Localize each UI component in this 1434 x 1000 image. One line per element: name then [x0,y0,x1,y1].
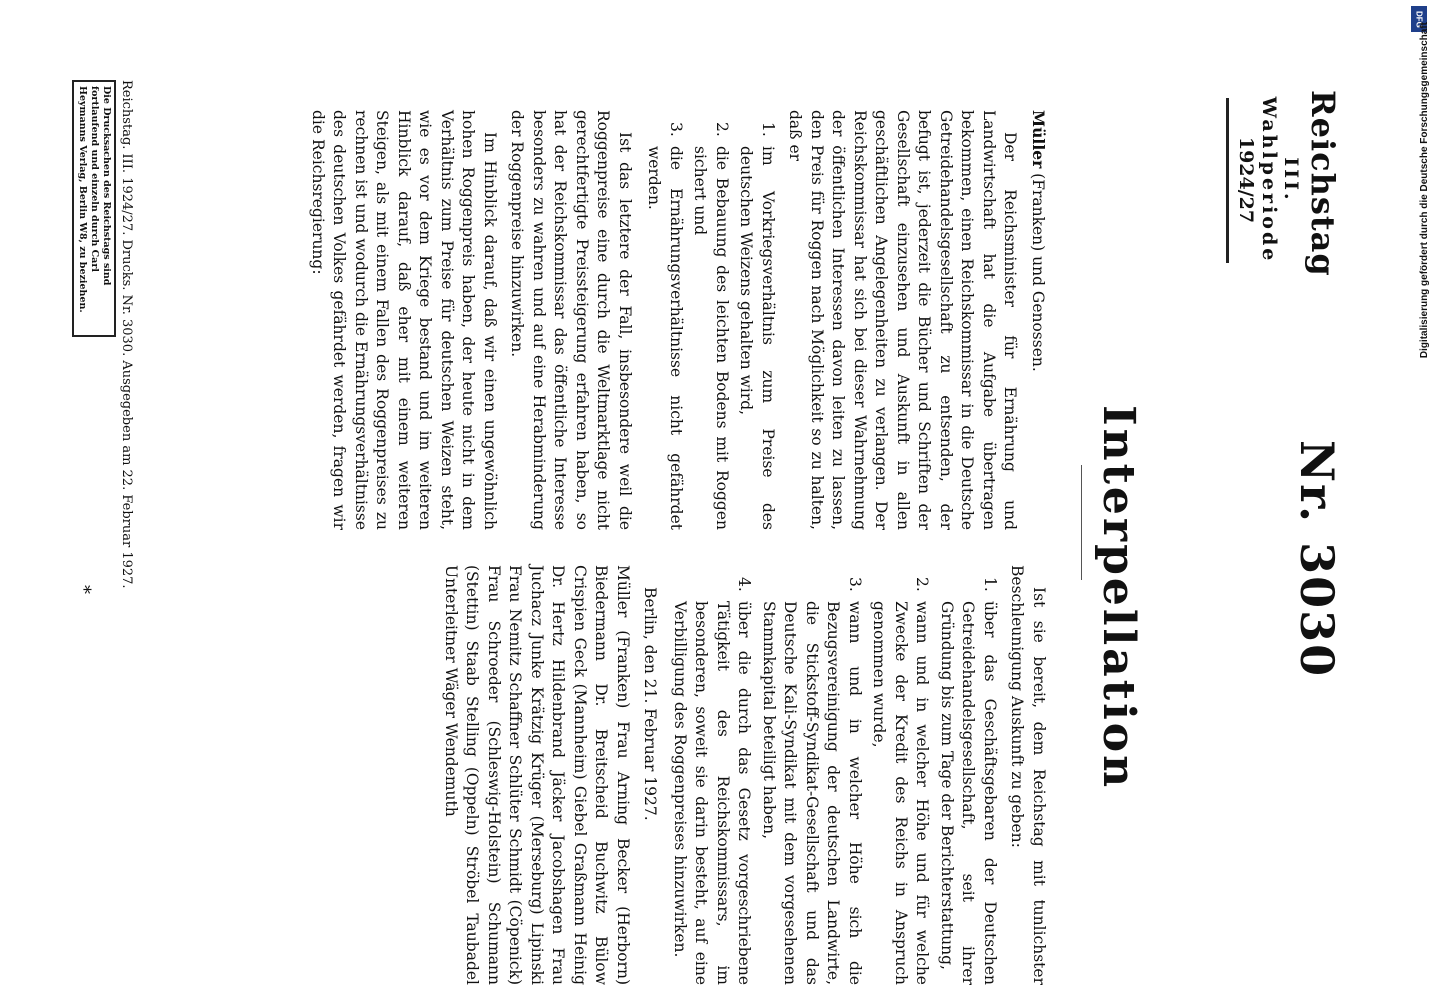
intro-paragraph: Der Reichsminister für Ernährung und Landwirtschaft hat die Aufgabe übertragen bekommen, einen Reichskommissar in die Deutsche Getreidehandelsgesellschaft zu entsenden, der befugt ist, jederzeit die Bücher und Schriften der Gesellschaft einzusehen und Auskunft in allen geschäftlichen Angelegenheiten zu verlangen. Der Reichskommissar hat sich bei dieser Wahrnehmung der öffentlichen Interessen davon leiten zu lassen, den Preis für Roggen nach Möglichkeit so zu halten, daß er [786,110,1020,530]
header-rule [1226,98,1229,263]
paragraph: Ist das letztere der Fall, insbesondere weil die Roggenpreise eine durch die Weltmarktlage nicht gerechtfertigte Preissteigerung erfahren haben, so hat der Reichskommissar das öffentliche Interesse besonders zu wahren und auf eine Herabminderung der Roggenpreise hinzuwirken. [508,110,634,530]
footer-star: * [73,585,94,594]
house-name: Reichstag [1304,90,1342,277]
period-years: 1924/27 [1235,136,1257,224]
signatories: Müller (Franken) Frau Arning Becker (Herborn) Biedermann Dr. Breitscheid Buchwitz Bülow Crispien Geck (Mannheim) Giebel Graßmann Heinig Dr. Hertz Hildenbrand Jäcker Jacobshagen Frau Juchacz Junke Krätzig Krüger (Merseburg) Lipinski Frau Nemitz Schaffner Schlüter Schmidt (Cöpenick) Frau Schroeder (Schleswig-Holstein) Schumann (Stettin) Staab Stelling (Oppeln) Ströbel Taubadel Unterleitner Wäger Wendemuth [442,565,632,985]
question-intro: Ist sie bereit, dem Reichstag mit tunlichster Beschleunigung Auskunft zu geben: [1008,565,1048,985]
list-item: 3. die Ernährungsverhältnisse nicht gefährdet werden. [645,122,685,530]
footer-line: Reichstag. III. 1924/27. Drucks. Nr. 3030. Ausgegeben am 22. Februar 1927. [119,80,134,589]
author-rest: (Franken) und Genossen. [1029,168,1047,372]
right-column [434,565,1050,985]
list-item: 4. über die durch das Gesetz vorgeschriebene Tätigkeit des Reichskommissars, im besonderen, soweit sie darin besteht, auf eine Verbilligung des Roggenpreises hinzuwirken. [671,577,754,985]
footer-notice-box: Die Drucksachen des Reichstags sind fortlaufend und einzeln durch Carl Heymanns Verlag, Berlin W8, zu beziehen. [72,80,116,337]
document-number: Nr. 3030 [1290,440,1344,679]
dfg-logo: DFG [1411,6,1427,32]
parliament-header [1226,90,1342,277]
list-item: 1. im Vorkriegsverhältnis zum Preise des deutschen Weizens gehalten wird, [737,122,777,530]
date-line: Berlin, den 21. Februar 1927. [641,587,660,821]
dfg-stamp-text: Digitalisierung gefördert durch die Deutsche Forschungsgemeinschaft [1419,22,1430,359]
electoral-period: III. Wahlperiode [1258,96,1302,264]
author-name: Müller [1029,110,1048,169]
paragraph: Im Hinblick darauf, daß wir einen ungewöhnlich hohen Roggenpreis haben, der heute nicht in dem Verhältnis zum Preise für deutschen Weizen steht, wie es vor dem Kriege bestand und im weiteren Hinblick darauf, daß eher mit einem weiteren Steigen, als mit einem Fallen des Roggenpreises zu rechnen ist und wodurch die Ernährungsverhältnisse des deutschen Volkes gefährdet werden, fragen wir die Reichsregierung: [309,110,499,530]
left-column [301,110,1050,530]
criteria-list [643,110,778,530]
document-title: Interpellation [1093,405,1144,791]
list-item: 3. wann und in welcher Höhe sich die Bezugsvereinigung der deutschen Landwirte, die Stickstoff-Syndikat-Gesellschaft und das Deutsche Kali-Syndikat mit dem vorgesehenen Stammkapital beteiligt haben, [760,577,864,985]
dfg-stamp [1404,0,1434,400]
question-list [669,565,1001,985]
title-divider [1081,465,1082,580]
list-item: 2. die Bebauung des leichten Bodens mit Roggen sichert und [691,122,731,530]
author-line [1027,110,1050,530]
list-item: 1. über das Geschäftsgebaren der Deutschen Getreidehandelsgesellschaft, seit ihrer Gründung bis zum Tage der Berichterstattung, [938,577,999,985]
list-item: 2. wann und in welcher Höhe und für welche Zwecke der Kredit des Reichs in Anspruch genommen wurde, [870,577,932,985]
